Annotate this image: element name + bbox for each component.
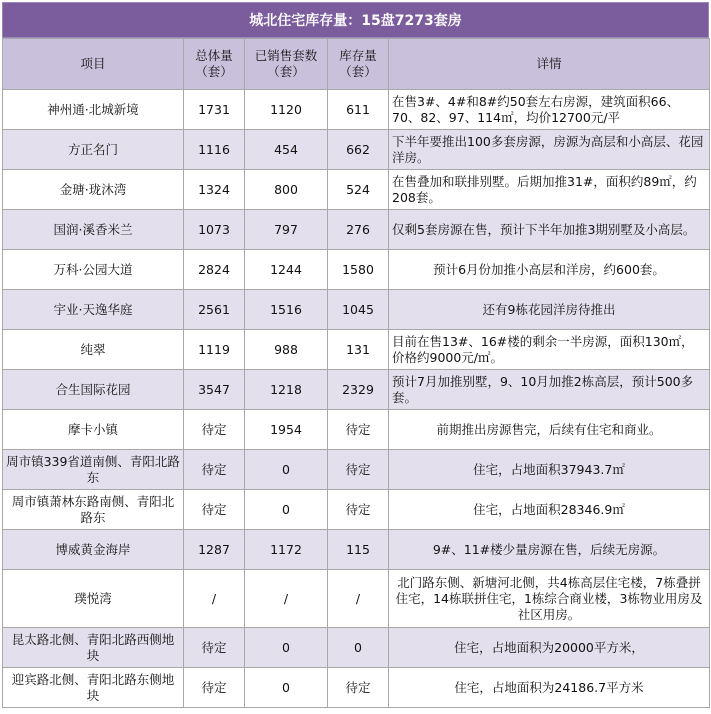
cell-total: 待定 [184,410,245,450]
cell-sold: 1954 [245,410,328,450]
cell-sold: 1120 [245,90,328,130]
cell-project: 合生国际花园 [3,370,184,410]
header-stock [328,39,389,90]
cell-stock: 1045 [328,290,389,330]
table-row [3,410,710,450]
sheet-title: 城北住宅库存量：15盘7273套房 [2,2,709,38]
cell-detail: 前期推出房源售完，后续有住宅和商业。 [389,410,710,450]
table-row [3,450,710,490]
cell-total: 待定 [184,490,245,530]
table-row [3,290,710,330]
cell-project: 迎宾路北侧、青阳北路东侧地块 [3,668,184,708]
cell-total: 1324 [184,170,245,210]
table-row [3,370,710,410]
cell-stock: 待定 [328,450,389,490]
cell-total: 1287 [184,530,245,570]
table-row [3,668,710,708]
cell-project: 国润·溪香米兰 [3,210,184,250]
cell-project: 方正名门 [3,130,184,170]
cell-stock: 131 [328,330,389,370]
cell-detail: 仅剩5套房源在售，预计下半年加推3期别墅及小高层。 [389,210,710,250]
cell-sold: 454 [245,130,328,170]
cell-detail: 在售叠加和联排别墅。后期加推31#，面积约89㎡，约208套。 [389,170,710,210]
table-row [3,530,710,570]
cell-total: 1116 [184,130,245,170]
cell-sold: 988 [245,330,328,370]
cell-detail: 预计6月份加推小高层和洋房，约600套。 [389,250,710,290]
cell-detail: 北门路东侧、新塘河北侧，共4栋高层住宅楼，7栋叠拼住宅，14栋联拼住宅，1栋综合商业楼，3栋物业用房及社区用房。 [389,570,710,628]
cell-stock: 611 [328,90,389,130]
cell-project: 神州通·北城新境 [3,90,184,130]
cell-detail: 预计7月加推别墅，9、10月加推2栋高层，预计500多套。 [389,370,710,410]
cell-stock: 662 [328,130,389,170]
cell-detail: 目前在售13#、16#楼的剩余一半房源，面积130㎡，价格约9000元/㎡。 [389,330,710,370]
cell-stock: 115 [328,530,389,570]
cell-total: / [184,570,245,628]
cell-detail: 住宅，占地面积28346.9㎡ [389,490,710,530]
cell-total: 2824 [184,250,245,290]
cell-sold: 0 [245,668,328,708]
cell-sold: / [245,570,328,628]
header-detail: 详情 [389,39,710,90]
header-stock-line2: （套） [339,64,377,79]
cell-sold: 797 [245,210,328,250]
table-row [3,170,710,210]
cell-detail: 住宅，占地面积37943.7㎡ [389,450,710,490]
cell-total: 待定 [184,450,245,490]
cell-sold: 0 [245,450,328,490]
cell-project: 摩卡小镇 [3,410,184,450]
cell-total: 3547 [184,370,245,410]
cell-sold: 1218 [245,370,328,410]
header-total [184,39,245,90]
cell-detail: 还有9栋花园洋房待推出 [389,290,710,330]
cell-project: 璞悦湾 [3,570,184,628]
cell-project: 金瑭·珑沐湾 [3,170,184,210]
table-row [3,628,710,668]
cell-total: 1119 [184,330,245,370]
cell-project: 纯翠 [3,330,184,370]
cell-project: 万科·公园大道 [3,250,184,290]
cell-sold: 1172 [245,530,328,570]
cell-detail: 住宅，占地面积为24186.7平方米 [389,668,710,708]
table-row [3,210,710,250]
cell-detail: 9#、11#楼少量房源在售，后续无房源。 [389,530,710,570]
header-total-line1: 总体量 [195,48,233,63]
cell-detail: 住宅，占地面积为20000平方米， [389,628,710,668]
cell-stock: 524 [328,170,389,210]
header-row [3,39,710,90]
header-project: 项目 [3,39,184,90]
cell-project: 周市镇339省道南侧、青阳北路东 [3,450,184,490]
cell-sold: 0 [245,490,328,530]
header-total-line2: （套） [195,64,233,79]
cell-total: 1731 [184,90,245,130]
cell-detail: 在售3#、4#和8#约50套左右房源，建筑面积66、70、82、97、114㎡，均价12700元/平 [389,90,710,130]
cell-project: 昆太路北侧、青阳北路西侧地块 [3,628,184,668]
cell-stock: 2329 [328,370,389,410]
cell-total: 待定 [184,668,245,708]
cell-project: 宇业·天逸华庭 [3,290,184,330]
cell-total: 2561 [184,290,245,330]
table-row [3,490,710,530]
table-row [3,570,710,628]
header-sold-line1: 已销售套数 [254,48,318,63]
cell-total: 待定 [184,628,245,668]
cell-detail: 下半年要推出100多套房源，房源为高层和小高层、花园洋房。 [389,130,710,170]
header-sold-line2: （套） [267,64,305,79]
inventory-table [2,38,710,708]
cell-stock: / [328,570,389,628]
cell-stock: 待定 [328,668,389,708]
cell-sold: 800 [245,170,328,210]
table-row [3,330,710,370]
cell-sold: 0 [245,628,328,668]
cell-stock: 待定 [328,490,389,530]
cell-sold: 1244 [245,250,328,290]
table-row [3,250,710,290]
cell-stock: 276 [328,210,389,250]
cell-sold: 1516 [245,290,328,330]
cell-stock: 1580 [328,250,389,290]
header-sold [245,39,328,90]
cell-project: 周市镇萧林东路南侧、青阳北路东 [3,490,184,530]
table-row [3,90,710,130]
cell-stock: 待定 [328,410,389,450]
header-stock-line1: 库存量 [339,48,377,63]
table-row [3,130,710,170]
cell-project: 博威黄金海岸 [3,530,184,570]
cell-total: 1073 [184,210,245,250]
cell-stock: 0 [328,628,389,668]
